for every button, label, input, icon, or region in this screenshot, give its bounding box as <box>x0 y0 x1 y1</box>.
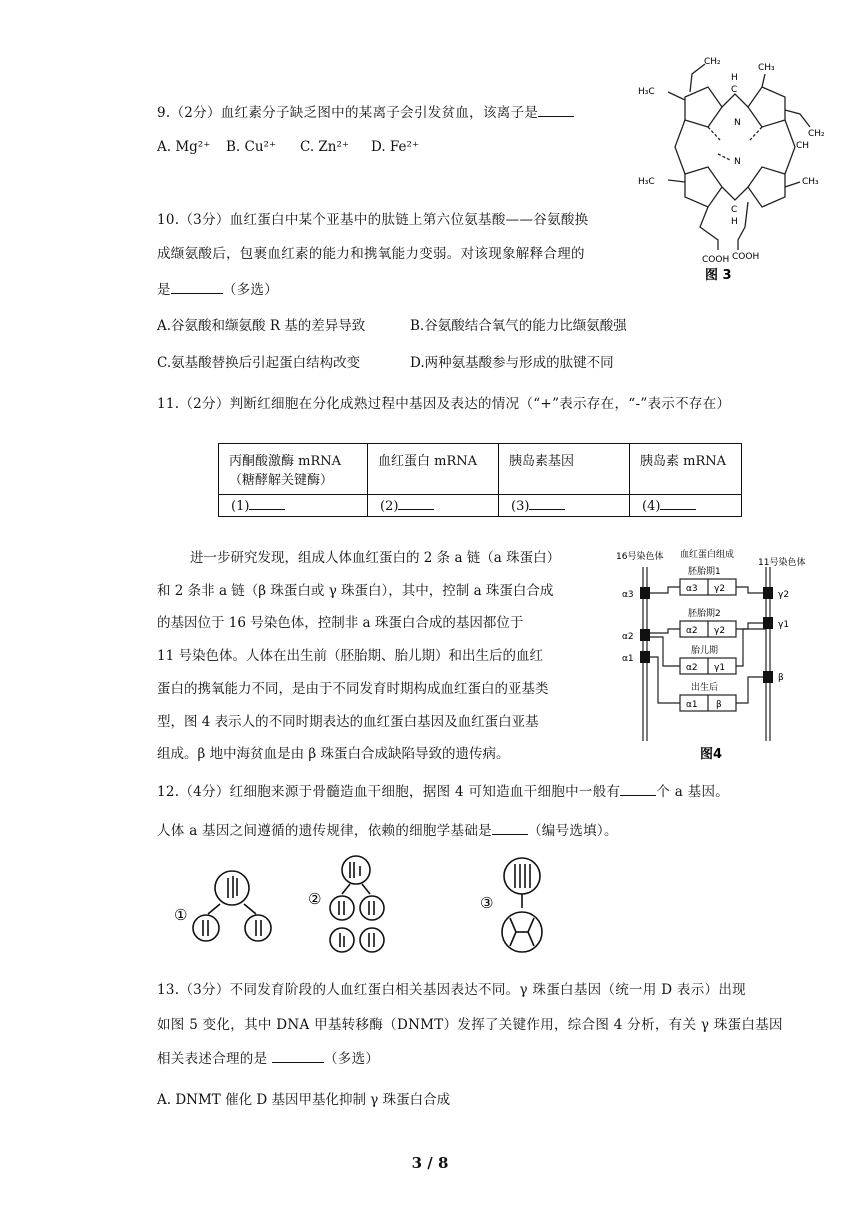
meso-bridge-top <box>722 94 748 107</box>
fig4-pair-4b: β <box>716 700 722 710</box>
answer-cell-2[interactable] <box>368 495 499 517</box>
answer-label: (2) <box>380 499 399 514</box>
fig3-ch3-top: CH₃ <box>758 63 775 73</box>
table-header-row <box>219 444 742 495</box>
answer-blank[interactable] <box>398 497 434 510</box>
q10-line-1: 10.（3分）血红蛋白中某个亚基中的肽链上第六位氨基酸——谷氨酸换 <box>157 212 589 228</box>
figure-3-heme <box>630 52 830 282</box>
cell-division-diagrams <box>170 852 550 962</box>
header-glycolysis-note: （糖酵解关键酶） <box>229 473 334 488</box>
q13-line-3-text: 相关表述合理的是 <box>157 1051 268 1067</box>
pyrrole-ring-1 <box>685 87 722 127</box>
q12-line-2-tail: （编号选填）。 <box>527 823 618 839</box>
fig4-gene-left-1: α3 <box>622 590 634 600</box>
figure-4-hemoglobin-genes <box>608 545 838 765</box>
page-number: 3 / 8 <box>411 1154 449 1172</box>
fig4-pair-3b: γ1 <box>714 663 726 673</box>
fig3-n-2: N <box>734 157 741 167</box>
q10-prefix: 是 <box>157 282 171 298</box>
fig3-cooh-2: COOH <box>732 252 760 262</box>
figure-4-caption: 图4 <box>700 747 723 762</box>
passage-line-6: 型，图 4 表示人的不同时期表达的血红蛋白基因及血红蛋白亚基 <box>157 714 539 730</box>
q9-option-c: C. Zn²⁺ <box>300 139 350 155</box>
q13-line-1: 13.（3分）不同发育阶段的人血红蛋白相关基因表达不同。γ 珠蛋白基因（统一用 D 表示）出现 <box>157 982 746 998</box>
fig4-stage-3: 胎儿期 <box>691 646 719 656</box>
q9-option-b: B. Cu²⁺ <box>226 139 277 155</box>
fig3-c-bottom: C <box>731 205 738 215</box>
fig4-pair-1a: α3 <box>686 584 698 594</box>
fig4-gene-right-1: γ2 <box>778 590 790 600</box>
passage-line-5: 蛋白的携氧能力不同，是由于不同发育时期构成血红蛋白的亚基类 <box>157 681 549 697</box>
meso-bridge-right <box>785 120 795 174</box>
fig3-ch2-top: CH₂ <box>704 57 721 67</box>
q12-line-2 <box>157 822 618 839</box>
q13-line-3-tail: （多选） <box>324 1051 380 1067</box>
fig4-pair-2b: γ2 <box>714 626 726 636</box>
table-header-cell <box>219 444 368 495</box>
fig3-c-top: C <box>731 85 738 95</box>
meso-bridge-bottom <box>722 187 748 200</box>
fig3-ch2-right: CH₂ <box>808 129 825 139</box>
q10-line-2: 成缬氨酸后，包裹血红素的能力和携氧能力变弱。对该现象解释合理的 <box>157 246 585 262</box>
passage-line-4: 11 号染色体。人体在出生前（胚胎期、胎儿期）和出生后的血红 <box>157 648 543 664</box>
answer-blank[interactable] <box>529 497 565 510</box>
table-header-cell: 胰岛素 mRNA <box>630 444 742 495</box>
q10-line-3 <box>157 281 278 298</box>
q10-option-c: C.氨基酸替换后引起蛋白结构改变 <box>157 355 361 371</box>
fig3-ch3-right: CH₃ <box>802 177 819 187</box>
q9-answer-blank[interactable] <box>538 104 574 117</box>
passage-line-3: 的基因位于 16 号染色体，控制非 a 珠蛋白合成的基因都位于 <box>157 615 524 631</box>
answer-label: (4) <box>642 499 661 514</box>
q9-stem-text: 9.（2分）血红素分子缺乏图中的某离子会引发贫血，该离子是 <box>157 105 539 121</box>
fig3-h-top: H <box>731 73 738 83</box>
fig4-stage-4: 出生后 <box>691 683 719 693</box>
passage-line-2: 和 2 条非 a 链（β 珠蛋白或 γ 珠蛋白），其中，控制 a 珠蛋白合成 <box>157 583 554 599</box>
table-header-cell: 血红蛋白 mRNA <box>368 444 499 495</box>
fig3-h3c-left: H₃C <box>638 87 655 97</box>
q13-answer-blank[interactable] <box>272 1050 324 1063</box>
fig3-h-bottom: H <box>731 217 738 227</box>
fig4-pair-2a: α2 <box>686 626 698 636</box>
q10-suffix: （多选） <box>222 282 279 298</box>
q11-expression-table <box>218 443 742 517</box>
q12-line-1-text: 12.（4分）红细胞来源于骨髓造血干细胞，据图 4 可知造血干细胞中一般有 <box>157 784 621 800</box>
fig3-ch-right: CH <box>796 141 810 151</box>
fig4-stage-2: 胚胎期2 <box>688 609 721 619</box>
passage-line-1: 进一步研究发现，组成人体血红蛋白的 2 条 a 链（a 珠蛋白） <box>190 550 561 566</box>
answer-label: (3) <box>511 499 530 514</box>
answer-cell-1[interactable] <box>219 495 368 517</box>
q13-line-3 <box>157 1050 379 1067</box>
fig3-cooh-1: COOH <box>702 255 730 265</box>
fig4-title: 血红蛋白组成 <box>680 550 735 560</box>
passage-line-7: 组成。β 地中海贫血是由 β 珠蛋白合成缺陷导致的遗传病。 <box>157 746 510 762</box>
fig4-pair-4a: α1 <box>686 700 698 710</box>
table-header-cell: 胰岛素基因 <box>499 444 630 495</box>
q9-stem <box>157 104 574 121</box>
pyrrole-ring-3 <box>685 167 722 207</box>
q10-answer-blank[interactable] <box>171 281 223 294</box>
fig3-n-1: N <box>734 118 741 128</box>
answer-cell-4[interactable] <box>630 495 742 517</box>
answer-cell-3[interactable] <box>499 495 630 517</box>
diagram-marker-3: ③ <box>480 894 494 912</box>
header-pyruvate-kinase: 丙酮酸激酶 mRNA <box>229 454 342 469</box>
q10-option-d: D.两种氨基酸参与形成的肽键不同 <box>410 355 614 371</box>
q12-line-1 <box>157 783 729 800</box>
q10-option-b: B.谷氨酸结合氧气的能力比缬氨酸强 <box>410 318 627 334</box>
fig4-chr11-label: 11号染色体 <box>758 558 806 568</box>
fig4-gene-right-2: γ1 <box>778 620 790 630</box>
fig4-stage-1: 胚胎期1 <box>688 567 721 577</box>
fig4-gene-left-2: α2 <box>622 632 634 642</box>
answer-label: (1) <box>231 499 250 514</box>
pyrrole-ring-4 <box>748 167 785 207</box>
q12-blank-2[interactable] <box>492 822 528 835</box>
q9-option-a: A. Mg²⁺ <box>157 139 211 155</box>
answer-blank[interactable] <box>660 497 696 510</box>
q11-stem: 11.（2分）判断红细胞在分化成熟过程中基因及表达的情况（“+”表示存在，“-”表示不存在） <box>157 396 731 412</box>
fig3-h3c-bottom: H₃C <box>638 177 655 187</box>
fig4-pair-1b: γ2 <box>714 584 726 594</box>
q9-option-d: D. Fe²⁺ <box>371 139 420 155</box>
figure-3-caption: 图 3 <box>705 268 732 282</box>
fig4-gene-right-3: β <box>778 673 784 683</box>
q12-blank-1[interactable] <box>620 783 656 796</box>
answer-blank[interactable] <box>249 497 285 510</box>
pyrrole-ring-2 <box>748 87 785 127</box>
q12-line-2-text: 人体 a 基因之间遵循的遗传规律，依赖的细胞学基础是 <box>157 823 492 839</box>
fig4-pair-3a: α2 <box>686 663 698 673</box>
meso-bridge-left <box>675 120 685 174</box>
q10-option-a: A.谷氨酸和缬氨酸 R 基的差异导致 <box>157 318 366 334</box>
q12-line-1-tail: 个 a 基因。 <box>656 784 730 800</box>
diagram-marker-2: ② <box>308 890 322 908</box>
diagram-marker-1: ① <box>174 906 188 924</box>
fig4-gene-left-3: α1 <box>622 654 634 664</box>
q13-option-a: A. DNMT 催化 D 基因甲基化抑制 γ 珠蛋白合成 <box>157 1092 451 1108</box>
q13-line-2: 如图 5 变化，其中 DNA 甲基转移酶（DNMT）发挥了关键作用，综合图 4 分析，有关 γ 珠蛋白基因 <box>157 1017 783 1033</box>
fig4-chr16-label: 16号染色体 <box>616 552 664 562</box>
table-row <box>219 495 742 517</box>
